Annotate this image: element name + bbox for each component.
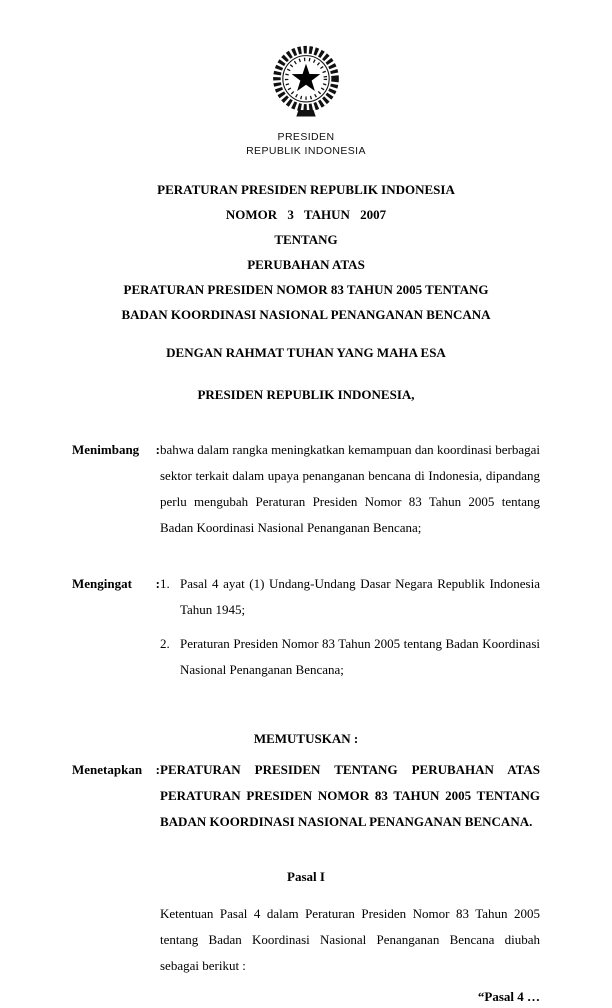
- recalling-items: [160, 571, 540, 691]
- title-line-4: PERUBAHAN ATAS: [247, 257, 365, 273]
- article-text: Ketentuan Pasal 4 dalam Peraturan Presiden Nomor 83 Tahun 2005 tentang Badan Koordinasi Nasional Penanganan Bencana diubah sebagai berikut :: [160, 906, 540, 974]
- title-block: [0, 182, 612, 323]
- recalling-colon: :: [155, 576, 160, 592]
- title-line-2: NOMOR 3 TAHUN 2007: [225, 207, 387, 223]
- recalling-item-2: [160, 631, 540, 683]
- authority-line: PRESIDEN REPUBLIK INDONESIA,: [197, 387, 415, 403]
- enacting-label: [72, 757, 160, 783]
- considering-clause: [72, 437, 540, 541]
- recalling-item-2-text: Peraturan Presiden Nomor 83 Tahun 2005 tentang Badan Koordinasi Nasional Penanganan Bencana;: [180, 636, 540, 678]
- letterhead-line2: REPUBLIK INDONESIA: [246, 145, 366, 158]
- enacting-colon: :: [155, 762, 160, 778]
- considering-label: [72, 437, 160, 463]
- recalling-item-1-number: 1.: [160, 576, 170, 592]
- recalling-label-text: Mengingat: [72, 576, 132, 592]
- article-heading: Pasal I: [287, 869, 325, 885]
- title-line-6: BADAN KOORDINASI NASIONAL PENANGANAN BENCANA: [121, 307, 491, 323]
- recalling-clause: [72, 571, 540, 691]
- title-line-5: PERATURAN PRESIDEN NOMOR 83 TAHUN 2005 TENTANG: [123, 282, 489, 298]
- decision-heading: MEMUTUSKAN :: [253, 731, 359, 747]
- invocation: DENGAN RAHMAT TUHAN YANG MAHA ESA: [166, 345, 446, 361]
- letterhead: [0, 130, 612, 158]
- document-body: [0, 437, 612, 1005]
- enacting-label-text: Menetapkan: [72, 762, 143, 778]
- title-line-1: PERATURAN PRESIDEN REPUBLIK INDONESIA: [157, 182, 455, 198]
- considering-colon: :: [155, 442, 160, 458]
- enacting-text: PERATURAN PRESIDEN TENTANG PERUBAHAN ATAS PERATURAN PRESIDEN NOMOR 83 TAHUN 2005 TENTANG BADAN KOORDINASI NASIONAL PENANGANAN BENCANA.: [160, 762, 540, 830]
- letterhead-line1: PRESIDEN: [277, 131, 335, 143]
- recalling-label: [72, 571, 160, 597]
- enacting-clause: [72, 757, 540, 835]
- presidential-seal: [0, 0, 612, 124]
- catchword: “Pasal 4 …: [477, 989, 540, 1005]
- presidential-seal-icon: [266, 40, 346, 124]
- considering-label-text: Menimbang: [72, 442, 140, 458]
- recalling-item-1-text: Pasal 4 ayat (1) Undang-Undang Dasar Negara Republik Indonesia Tahun 1945;: [180, 576, 540, 618]
- title-line-3: TENTANG: [274, 232, 338, 248]
- recalling-item-1: [160, 571, 540, 623]
- recalling-item-2-number: 2.: [160, 636, 170, 652]
- considering-text: bahwa dalam rangka meningkatkan kemampuan dan koordinasi berbagai sektor terkait dalam upaya penanganan bencana di Indonesia, dipandang perlu mengubah Peraturan Presiden Nomor 83 Tahun 2005 tentang Badan Koordinasi Nasional Penanganan Bencana;: [160, 442, 540, 536]
